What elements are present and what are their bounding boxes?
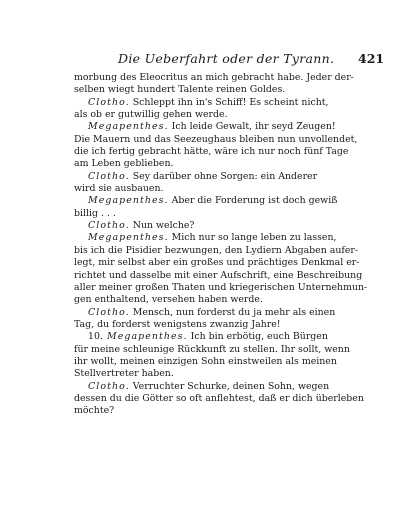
text-line xyxy=(74,319,372,331)
line-text: Mich nur so lange leben zu lassen, xyxy=(168,232,337,244)
text-line xyxy=(74,405,372,417)
text-line xyxy=(74,368,372,380)
text-line xyxy=(74,109,372,121)
text-line xyxy=(74,393,372,405)
line-text: richtet und dasselbe mit einer Aufschrift, eine Beschreibung xyxy=(74,269,363,281)
line-text: als ob er gutwillig gehen werde. xyxy=(74,109,228,121)
text-line xyxy=(74,72,372,84)
line-text: ihr wollt, meinen einzigen Sohn einstweilen als meinen xyxy=(74,355,337,367)
text-line xyxy=(74,307,372,319)
text-line xyxy=(74,97,372,109)
text-line xyxy=(74,220,372,232)
text-line xyxy=(74,146,372,158)
line-text: Aber die Forderung ist doch gewiß xyxy=(168,195,338,207)
text-line xyxy=(74,158,372,170)
running-title: Die Ueberfahrt oder der Tyrann. xyxy=(118,51,335,66)
speaker-name: Clotho. xyxy=(88,380,130,392)
text-line xyxy=(74,195,372,207)
text-line xyxy=(74,282,372,294)
line-text: bis ich die Pisidier bezwungen, den Lydiern Abgaben aufer- xyxy=(74,244,359,256)
text-line xyxy=(74,344,372,356)
line-text: Schleppt ihn in's Schiff! Es scheint nicht, xyxy=(129,96,329,108)
page-number: 421 xyxy=(358,51,385,66)
speaker-name: Clotho. xyxy=(88,306,130,318)
speaker-name: Megapenthes. xyxy=(88,195,169,207)
text-line xyxy=(74,257,372,269)
speaker-name: Megapenthes. xyxy=(88,232,169,244)
section-number: 10. xyxy=(88,331,103,343)
line-text: Tag, du forderst wenigstens zwanzig Jahre! xyxy=(74,318,281,330)
line-text: am Leben geblieben. xyxy=(74,158,174,170)
line-text: Verruchter Schurke, deinen Sohn, wegen xyxy=(129,380,330,392)
line-text: legt, mir selbst aber ein großes und prächtiges Denkmal er- xyxy=(74,257,360,269)
line-text: Stellvertreter haben. xyxy=(74,368,174,380)
line-text: Die Mauern und das Seezeughaus bleiben nun unvollendet, xyxy=(74,133,358,145)
text-line xyxy=(74,183,372,195)
line-text: möchte? xyxy=(74,405,115,417)
line-text: Ich bin erbötig, euch Bürgen xyxy=(187,331,328,343)
text-line xyxy=(74,294,372,306)
line-text: für meine schleunige Rückkunft zu stellen. Ihr sollt, wenn xyxy=(74,343,350,355)
line-text: selben wiegt hundert Talente reinen Goldes. xyxy=(74,84,286,96)
text-line xyxy=(74,232,372,244)
line-text: die ich fertig gebracht hätte, wäre ich nur noch fünf Tage xyxy=(74,146,349,158)
speaker-name: Megapenthes. xyxy=(88,121,169,133)
line-text: gen enthaltend, versehen haben werde. xyxy=(74,294,263,306)
line-text: Ich leide Gewalt, ihr seyd Zeugen! xyxy=(168,121,336,133)
text-line xyxy=(74,171,372,183)
text-line xyxy=(74,208,372,220)
line-text: Nun welche? xyxy=(129,220,195,232)
speaker-name: Megapenthes. xyxy=(102,331,188,343)
line-text: wird sie ausbauen. xyxy=(74,183,164,195)
speaker-name: Clotho. xyxy=(88,170,130,182)
text-line xyxy=(74,356,372,368)
text-line xyxy=(74,270,372,282)
text-line xyxy=(74,134,372,146)
line-text: aller meiner großen Thaten und kriegerischen Unternehmun- xyxy=(74,281,368,293)
line-text: Mensch, nun forderst du ja mehr als einen xyxy=(129,306,336,318)
line-text: billig . . . xyxy=(74,207,116,219)
text-line xyxy=(74,381,372,393)
text-line xyxy=(74,121,372,133)
line-text: dessen du die Götter so oft anflehtest, daß er dich überleben xyxy=(74,392,364,404)
text-line xyxy=(74,84,372,96)
text-line xyxy=(74,245,372,257)
speaker-name: Clotho. xyxy=(88,96,130,108)
text-line xyxy=(74,331,372,343)
line-text: Sey darüber ohne Sorgen: ein Anderer xyxy=(129,170,318,182)
speaker-name: Clotho. xyxy=(88,220,130,232)
page-body xyxy=(74,72,372,418)
line-text: morbung des Eleocritus an mich gebracht habe. Jeder der- xyxy=(74,72,354,83)
